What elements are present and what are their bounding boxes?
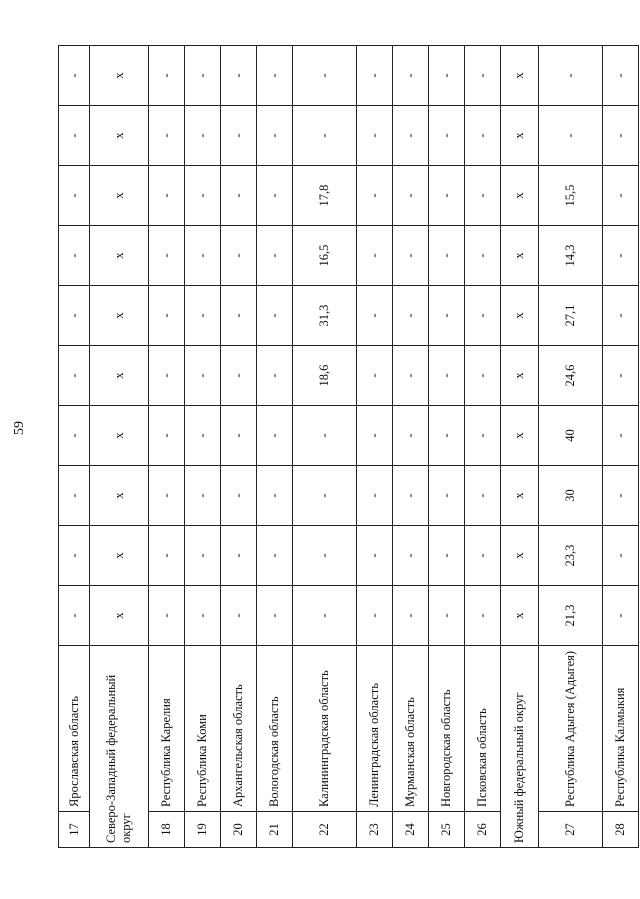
table-row <box>603 46 639 848</box>
value-cell: - <box>393 406 429 466</box>
value-cell: x <box>90 586 149 646</box>
value-cell: - <box>185 166 221 226</box>
value-cell: - <box>393 106 429 166</box>
value-cell: - <box>465 286 501 346</box>
value-cell: - <box>257 106 293 166</box>
row-number-cell: 26 <box>465 812 501 848</box>
value-cell: - <box>393 166 429 226</box>
row-number-cell: 22 <box>293 812 357 848</box>
value-cell: - <box>59 106 90 166</box>
value-cell: - <box>393 226 429 286</box>
rotated-table-wrapper <box>58 46 627 848</box>
value-cell: - <box>59 406 90 466</box>
row-number-cell: 17 <box>59 812 90 848</box>
value-cell: - <box>257 226 293 286</box>
value-cell: - <box>149 286 185 346</box>
row-name-cell: Мурманская область <box>393 646 429 812</box>
statistics-table <box>58 45 639 848</box>
value-cell: 21,3 <box>539 586 603 646</box>
value-cell: 23,3 <box>539 526 603 586</box>
row-name-cell: Ярославская область <box>59 646 90 812</box>
value-cell: x <box>501 586 539 646</box>
value-cell: - <box>357 466 393 526</box>
value-cell: - <box>465 526 501 586</box>
value-cell: - <box>429 406 465 466</box>
value-cell: - <box>149 166 185 226</box>
row-number-cell: 24 <box>393 812 429 848</box>
value-cell: 31,3 <box>293 286 357 346</box>
value-cell: - <box>465 346 501 406</box>
value-cell: - <box>221 106 257 166</box>
value-cell: - <box>429 346 465 406</box>
value-cell: - <box>603 406 639 466</box>
value-cell: - <box>185 526 221 586</box>
value-cell: 27,1 <box>539 286 603 346</box>
value-cell: 24,6 <box>539 346 603 406</box>
value-cell: - <box>257 166 293 226</box>
value-cell: 14,3 <box>539 226 603 286</box>
table-row <box>501 46 539 848</box>
row-name-cell: Республика Адыгея (Адыгея) <box>539 646 603 812</box>
value-cell: - <box>59 466 90 526</box>
row-name-cell: Республика Калмыкия <box>603 646 639 812</box>
value-cell: - <box>539 106 603 166</box>
value-cell: - <box>185 106 221 166</box>
value-cell: - <box>149 106 185 166</box>
value-cell: - <box>293 106 357 166</box>
table-row <box>465 46 501 848</box>
value-cell: - <box>429 106 465 166</box>
value-cell: x <box>501 46 539 106</box>
value-cell: - <box>149 346 185 406</box>
value-cell: - <box>221 166 257 226</box>
value-cell: - <box>393 346 429 406</box>
value-cell: x <box>501 526 539 586</box>
value-cell: 40 <box>539 406 603 466</box>
value-cell: x <box>90 406 149 466</box>
value-cell: - <box>221 226 257 286</box>
row-name-cell: Республика Карелия <box>149 646 185 812</box>
value-cell: - <box>603 106 639 166</box>
value-cell: - <box>221 586 257 646</box>
value-cell: - <box>149 586 185 646</box>
value-cell: - <box>429 526 465 586</box>
value-cell: - <box>603 586 639 646</box>
value-cell: - <box>393 586 429 646</box>
value-cell: - <box>185 466 221 526</box>
value-cell: 30 <box>539 466 603 526</box>
value-cell: - <box>603 286 639 346</box>
value-cell: - <box>393 46 429 106</box>
value-cell: - <box>149 406 185 466</box>
value-cell: - <box>603 226 639 286</box>
table-row <box>185 46 221 848</box>
value-cell: - <box>185 226 221 286</box>
value-cell: - <box>465 46 501 106</box>
value-cell: x <box>501 346 539 406</box>
value-cell: - <box>221 406 257 466</box>
value-cell: x <box>501 166 539 226</box>
table-row <box>90 46 149 848</box>
value-cell: - <box>185 586 221 646</box>
value-cell: - <box>357 586 393 646</box>
value-cell: x <box>90 46 149 106</box>
value-cell: - <box>603 466 639 526</box>
value-cell: - <box>429 166 465 226</box>
value-cell: - <box>603 346 639 406</box>
table-row <box>293 46 357 848</box>
value-cell: - <box>185 346 221 406</box>
value-cell: - <box>603 46 639 106</box>
value-cell: - <box>221 346 257 406</box>
value-cell: - <box>221 46 257 106</box>
value-cell: - <box>293 526 357 586</box>
value-cell: x <box>501 286 539 346</box>
value-cell: - <box>221 466 257 526</box>
row-number-cell: 21 <box>257 812 293 848</box>
value-cell: - <box>357 346 393 406</box>
value-cell: x <box>90 526 149 586</box>
value-cell: - <box>185 406 221 466</box>
value-cell: - <box>257 586 293 646</box>
value-cell: x <box>501 106 539 166</box>
value-cell: - <box>539 46 603 106</box>
table-row <box>393 46 429 848</box>
row-name-cell: Вологодская область <box>257 646 293 812</box>
value-cell: 17,8 <box>293 166 357 226</box>
row-number-cell: 19 <box>185 812 221 848</box>
row-name-cell: Псковская область <box>465 646 501 812</box>
row-name-cell: Северо-Западный федеральный округ <box>90 646 149 848</box>
value-cell: - <box>357 406 393 466</box>
value-cell: - <box>59 286 90 346</box>
value-cell: x <box>90 166 149 226</box>
table-row <box>149 46 185 848</box>
row-number-cell: 27 <box>539 812 603 848</box>
value-cell: - <box>465 466 501 526</box>
value-cell: - <box>429 226 465 286</box>
value-cell: - <box>257 526 293 586</box>
value-cell: x <box>501 406 539 466</box>
value-cell: - <box>221 526 257 586</box>
value-cell: - <box>185 286 221 346</box>
value-cell: - <box>221 286 257 346</box>
row-number-cell: 23 <box>357 812 393 848</box>
value-cell: - <box>185 46 221 106</box>
value-cell: - <box>149 46 185 106</box>
value-cell: x <box>90 286 149 346</box>
value-cell: - <box>257 406 293 466</box>
value-cell: - <box>293 406 357 466</box>
value-cell: x <box>501 466 539 526</box>
value-cell: - <box>603 166 639 226</box>
table-row <box>221 46 257 848</box>
value-cell: 16,5 <box>293 226 357 286</box>
row-name-cell: Ленинградская область <box>357 646 393 812</box>
value-cell: - <box>603 526 639 586</box>
row-name-cell: Республика Коми <box>185 646 221 812</box>
document-sheet <box>58 46 627 848</box>
value-cell: - <box>393 466 429 526</box>
value-cell: - <box>357 106 393 166</box>
value-cell: - <box>149 226 185 286</box>
value-cell: - <box>257 346 293 406</box>
row-name-cell: Новгородская область <box>429 646 465 812</box>
value-cell: - <box>429 466 465 526</box>
page-number: 59 <box>12 421 27 435</box>
table-row <box>539 46 603 848</box>
value-cell: - <box>357 46 393 106</box>
value-cell: - <box>59 346 90 406</box>
value-cell: - <box>257 286 293 346</box>
value-cell: - <box>257 466 293 526</box>
value-cell: - <box>357 166 393 226</box>
table-row <box>429 46 465 848</box>
value-cell: - <box>59 586 90 646</box>
value-cell: - <box>293 466 357 526</box>
value-cell: x <box>501 226 539 286</box>
value-cell: - <box>59 526 90 586</box>
table-row <box>257 46 293 848</box>
value-cell: 15,5 <box>539 166 603 226</box>
row-number-cell: 20 <box>221 812 257 848</box>
value-cell: - <box>59 166 90 226</box>
row-number-cell: 25 <box>429 812 465 848</box>
value-cell: - <box>149 526 185 586</box>
value-cell: - <box>149 466 185 526</box>
value-cell: - <box>429 286 465 346</box>
row-name-cell: Калининградская область <box>293 646 357 812</box>
value-cell: - <box>293 586 357 646</box>
value-cell: - <box>59 226 90 286</box>
value-cell: - <box>429 586 465 646</box>
value-cell: - <box>257 46 293 106</box>
row-name-cell: Архангельская область <box>221 646 257 812</box>
value-cell: - <box>465 586 501 646</box>
value-cell: - <box>357 226 393 286</box>
value-cell: x <box>90 106 149 166</box>
value-cell: - <box>293 46 357 106</box>
row-number-cell: 28 <box>603 812 639 848</box>
table-row <box>357 46 393 848</box>
value-cell: x <box>90 346 149 406</box>
value-cell: - <box>357 286 393 346</box>
value-cell: - <box>465 166 501 226</box>
value-cell: - <box>59 46 90 106</box>
table-row <box>59 46 90 848</box>
value-cell: 18,6 <box>293 346 357 406</box>
row-name-cell: Южный федеральный округ <box>501 646 539 848</box>
value-cell: x <box>90 466 149 526</box>
row-number-cell: 18 <box>149 812 185 848</box>
value-cell: - <box>393 286 429 346</box>
value-cell: x <box>90 226 149 286</box>
value-cell: - <box>465 106 501 166</box>
value-cell: - <box>465 406 501 466</box>
value-cell: - <box>429 46 465 106</box>
value-cell: - <box>465 226 501 286</box>
value-cell: - <box>393 526 429 586</box>
value-cell: - <box>357 526 393 586</box>
